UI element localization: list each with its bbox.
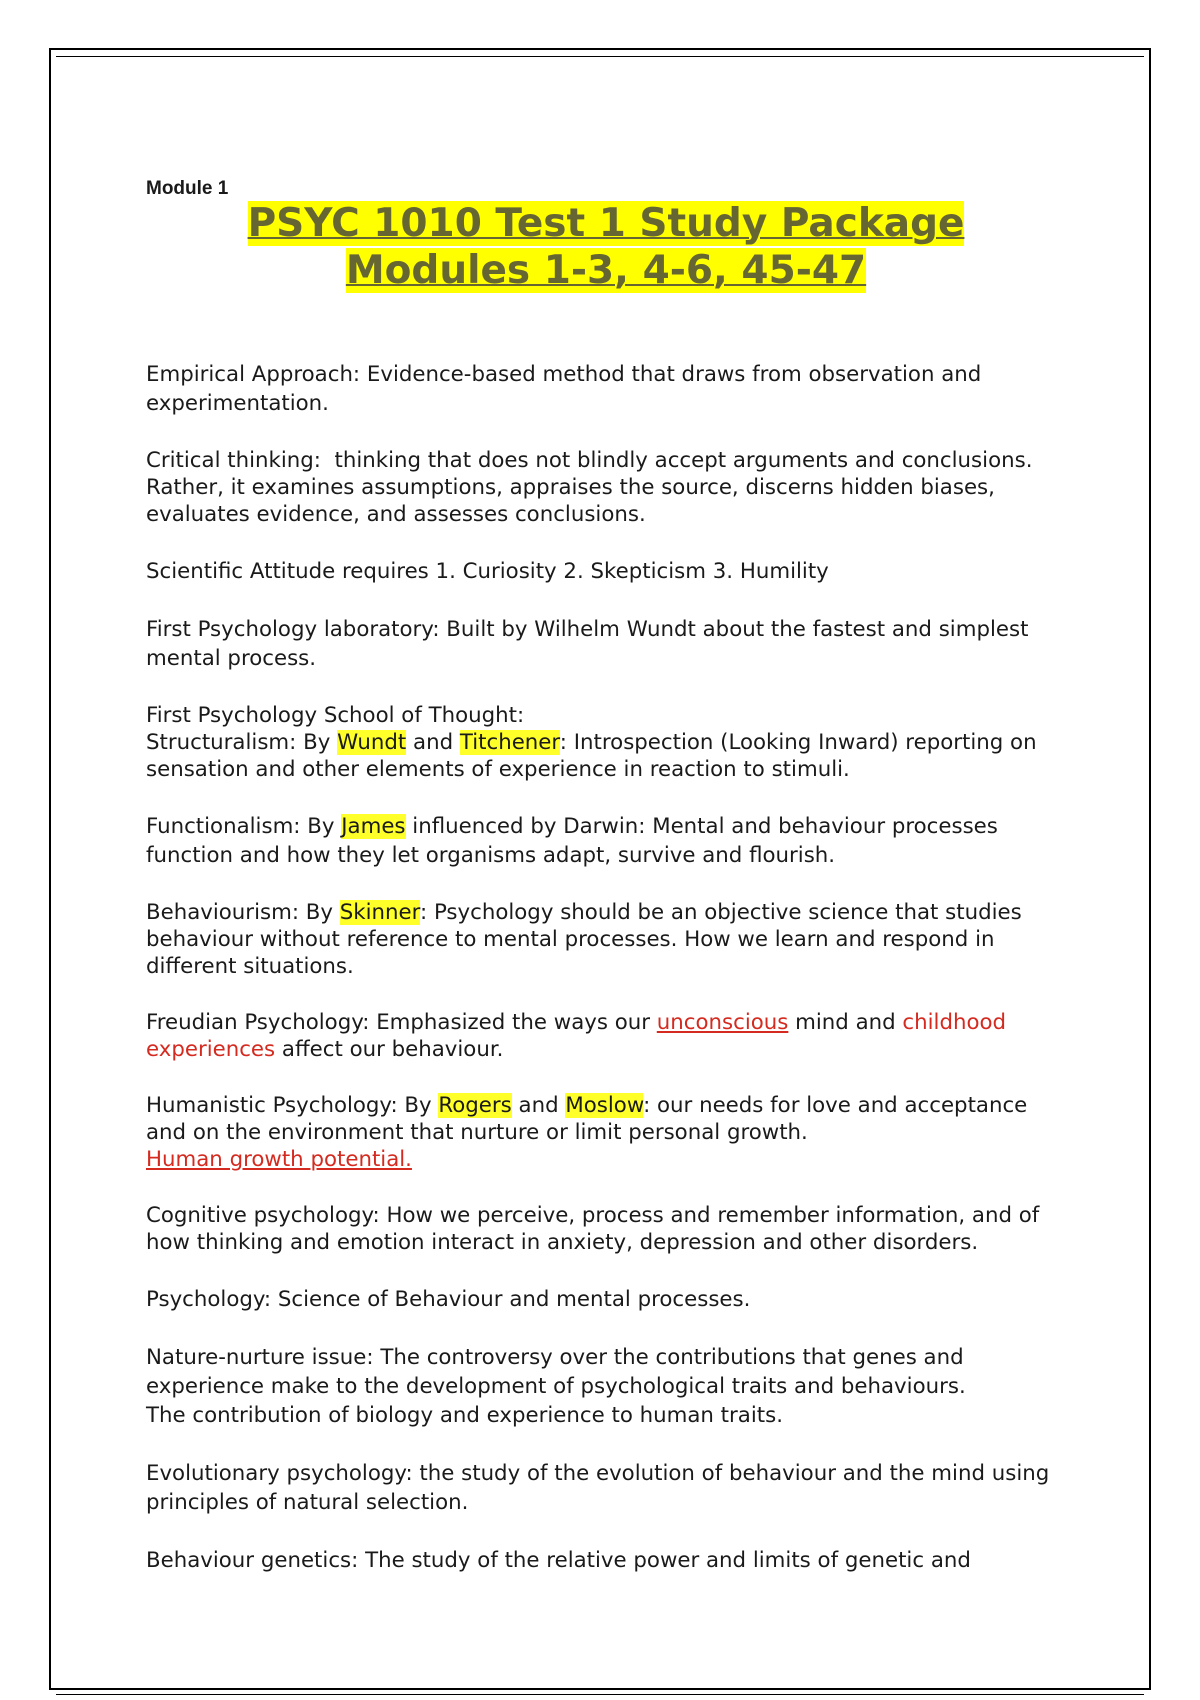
critical-thinking-line-1: Critical thinking: thinking that does not blindly accept arguments and conclusions. — [146, 448, 1033, 473]
first-school — [146, 702, 1066, 783]
psychology-definition: Psychology: Science of Behaviour and mental processes. — [146, 1287, 751, 1312]
highlight-rogers: Rogers — [438, 1093, 512, 1118]
functionalism-text: influenced by Darwin: Mental and behaviour processes function and how they let organisms adapt, survive and flourish. — [146, 814, 1005, 868]
highlight-james: James — [341, 814, 406, 839]
first-lab: First Psychology laboratory: Built by Wilhelm Wundt about the fastest and simplest mental process. — [146, 617, 1036, 671]
title-line-2: Modules 1-3, 4-6, 45-47 — [345, 248, 867, 293]
term-human-growth-potential: Human growth potential. — [146, 1147, 412, 1172]
document-body — [146, 178, 1066, 1604]
critical-thinking-line-2: Rather, it examines assumptions, appraises the source, discerns hidden biases, evaluates evidence, and assesses conclusions. — [146, 475, 1002, 527]
behaviourism-text: : Psychology should be an objective science that studies behaviour without reference to mental processes. How we learn and respond in different situations. — [146, 900, 1029, 979]
first-school-heading: First Psychology School of Thought: — [146, 703, 525, 728]
page-border-bottom — [56, 1694, 1144, 1695]
humanistic-and: and — [511, 1093, 566, 1118]
behaviourism — [146, 899, 1066, 980]
highlight-wundt: Wundt — [337, 730, 407, 755]
empirical-approach: Empirical Approach: Evidence-based method that draws from observation and experimentation. — [146, 362, 989, 416]
functionalism — [146, 812, 1066, 870]
structuralism-and: and — [406, 730, 460, 755]
critical-thinking — [146, 447, 1066, 528]
nature-nurture — [146, 1343, 1066, 1430]
nature-nurture-line-2: The contribution of biology and experience to human traits. — [146, 1403, 783, 1428]
cognitive-psychology: Cognitive psychology: How we perceive, process and remember information, and of how thinking and emotion interact in anxiety, depression and other disorders. — [146, 1203, 1047, 1255]
evolutionary-psychology: Evolutionary psychology: the study of the evolution of behaviour and the mind using principles of natural selection. — [146, 1461, 1057, 1515]
nature-nurture-line-1: Nature-nurture issue: The controversy over the contributions that genes and experience make to the development of psychological traits and behaviours. — [146, 1345, 971, 1399]
structuralism-label: Structuralism: By — [146, 730, 338, 755]
freudian-psychology — [146, 1009, 1066, 1063]
highlight-moslow: Moslow — [565, 1093, 644, 1118]
humanistic-label: Humanistic Psychology: By — [146, 1093, 439, 1118]
term-childhood-experiences: childhood experiences — [146, 1010, 1013, 1062]
highlight-skinner: Skinner — [339, 900, 421, 925]
page-title — [146, 200, 1066, 294]
humanistic-psychology — [146, 1092, 1066, 1173]
humanistic-text: : our needs for love and acceptance and on the environment that nurture or limit personal growth. — [146, 1093, 1035, 1145]
behaviourism-label: Behaviourism: By — [146, 900, 340, 925]
freudian-mid: mind and — [788, 1010, 903, 1035]
module-label: Module 1 — [146, 178, 229, 199]
behaviour-genetics: Behaviour genetics: The study of the relative power and limits of genetic and — [146, 1548, 971, 1573]
title-line-1: PSYC 1010 Test 1 Study Package — [247, 201, 965, 246]
structuralism-text: : Introspection (Looking Inward) reporting on sensation and other elements of experience in reaction to stimuli. — [146, 730, 1044, 782]
functionalism-label: Functionalism: By — [146, 814, 342, 839]
freudian-text: affect our behaviour. — [275, 1037, 504, 1062]
scientific-attitude: Scientific Attitude requires 1. Curiosity 2. Skepticism 3. Humility — [146, 559, 829, 584]
term-unconscious: unconscious — [656, 1010, 789, 1035]
highlight-titchener: Titchener — [459, 730, 560, 755]
freudian-label: Freudian Psychology: Emphasized the ways our — [146, 1010, 657, 1035]
